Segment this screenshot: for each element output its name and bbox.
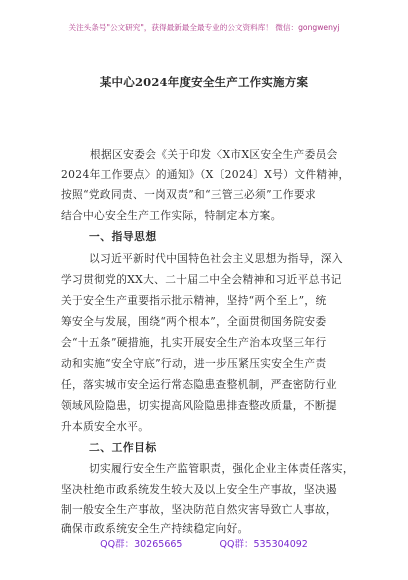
paragraph-line: 会“十五条”硬措施，扎实开展安全生产治本攻坚三年行 (61, 336, 327, 349)
intro-line: 结合中心安全生产工作实际，特制定本方案。 (61, 209, 282, 222)
intro-line: 2024年工作要点〉的通知》（X〔2024〕X号）文件精神， (61, 168, 350, 181)
paragraph-line: 制一般安全生产事故，坚决防范自然灾害导致亡人事故， (61, 503, 337, 516)
section-heading: 一、指导思想 (89, 230, 157, 243)
document-title: 某中心2024年度安全生产工作实施方案 (99, 75, 309, 89)
qq-group-1: QQ群：30265665 (100, 539, 183, 550)
paragraph-line: 坚决杜绝市政系统发生较大及以上安全生产事故，坚决遏 (61, 483, 337, 496)
paragraph-line: 领域风险隐患，切实提高风险隐患排查整改质量，不断提 (61, 399, 337, 412)
qq-group-2: QQ群：535304092 (219, 539, 308, 550)
footer-contact (0, 536, 408, 550)
intro-line: 根据区安委会《关于印发〈X市X区安全生产委员会 (90, 148, 338, 161)
paragraph-line: 确保市政系统安全生产持续稳定向好。 (61, 522, 249, 535)
section-heading: 二、工作目标 (89, 441, 157, 454)
paragraph-line: 任，落实城市安全运行常态隐患查整机制，严查密防行业 (61, 378, 337, 391)
header-banner: 关注头条号"公文研究"，获得最新最全最专业的公文资料库！ 微信：gongwenyj (68, 23, 340, 32)
paragraph-line: 筹安全与发展，围绕“两个根本”，全面贯彻国务院安委 (61, 315, 327, 328)
paragraph-line: 学习贯彻党的XX大、二十届二中全会精神和习近平总书记 (61, 273, 342, 286)
paragraph-line: 动和实施“安全守底”行动，进一步压紧压实安全生产责 (61, 357, 327, 370)
paragraph-line: 以习近平新时代中国特色社会主义思想为指导，深入 (89, 252, 343, 265)
paragraph-line: 关于安全生产重要指示批示精神，坚持“两个至上”，统 (61, 294, 327, 307)
paragraph-line: 切实履行安全生产监管职责，强化企业主体责任落实， (89, 462, 354, 475)
paragraph-line: 升本质安全水平。 (61, 420, 150, 433)
intro-line: 按照“党政同责、一岗双责”和“三管三必须”工作要求 (61, 188, 317, 201)
